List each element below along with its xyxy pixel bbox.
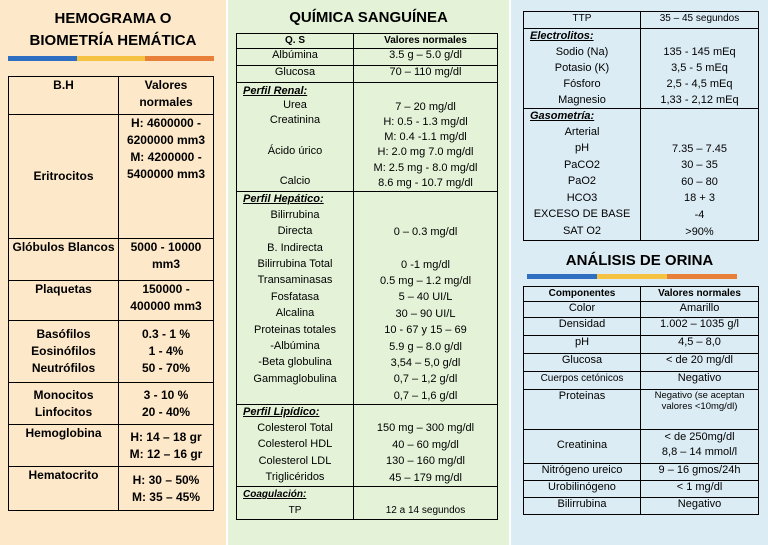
orina-label: Cuerpos cetónicos: [524, 371, 641, 389]
hemograma-label: Hemoglobina: [9, 425, 119, 467]
ttp-value: 35 – 45 segundos: [641, 12, 759, 29]
hemograma-title: HEMOGRAMA O BIOMETRÍA HEMÁTICA: [29, 10, 197, 49]
hemograma-label: Hematocrito: [9, 467, 119, 511]
orina-value: 1.002 – 1035 g/l: [641, 317, 759, 335]
electrolitos-section: Electrolitos:: [530, 30, 594, 42]
orina-header-value: Valores normales: [641, 287, 759, 302]
orina-value: < de 250mg/dl 8,8 – 14 mmol/l: [641, 429, 759, 463]
lipidico-values: 150 mg – 300 mg/dl 40 – 60 mg/dl 130 – 160 mg/dl 45 – 179 mg/dl: [354, 405, 498, 487]
quimica-panel: [228, 0, 509, 545]
orina-label: Proteinas: [524, 389, 641, 429]
orina-label: Nitrógeno ureico: [524, 463, 641, 480]
quimica-value: 3.5 g – 5.0 g/dl: [354, 48, 498, 65]
ttp-label: TTP: [524, 12, 641, 29]
hemograma-label: Glóbulos Blancos: [9, 239, 119, 281]
gasometria-section: Gasometría:: [530, 110, 595, 122]
hemograma-panel: [0, 0, 226, 545]
orina-label: Color: [524, 301, 641, 317]
hemograma-label: Basófilos Eosinófilos Neutrófilos: [9, 321, 119, 383]
lipidico-labels: Colesterol Total Colesterol HDL Colesterol LDL Triglicéridos: [257, 421, 333, 484]
orina-label: pH: [524, 335, 641, 353]
hepatico-values: 0 – 0.3 mg/dl 0 -1 mg/dl 0.5 mg – 1.2 mg/dl 5 – 40 UI/L 30 – 90 UI/L 10 - 67 y 15 – 69 5.9 g – 8.0 g/dl 3,54 – 5,0 g/dl 0,7 – 1,2 g/dl 0,7 – 1,6 g/dl: [354, 192, 498, 405]
hemograma-value: 0.3 - 1 % 1 - 4% 50 - 70%: [119, 321, 214, 383]
hemograma-label: Monocitos Linfocitos: [9, 383, 119, 425]
orina-label: Creatinina: [524, 429, 641, 463]
tercera-table: [523, 11, 759, 241]
gasometria-values: 7.35 – 7.45 30 – 35 60 – 80 18 + 3 -4 >90%: [641, 109, 759, 241]
quimica-table: [236, 33, 498, 520]
coagulacion-label: TP: [288, 504, 302, 516]
hemograma-header-value: Valores normales: [119, 77, 214, 115]
orina-value: Negativo (se aceptan valores <10mg/dl): [641, 389, 759, 429]
hemograma-label: Eritrocitos: [9, 115, 119, 239]
orina-label: Glucosa: [524, 353, 641, 371]
tercera-panel: [511, 0, 768, 545]
hemograma-value: 3 - 10 % 20 - 40%: [119, 383, 214, 425]
orina-title: ANÁLISIS DE ORINA: [565, 252, 714, 269]
quimica-label: Albúmina: [237, 48, 354, 65]
orina-value: < 1 mg/dl: [641, 480, 759, 497]
hemograma-value: H: 30 – 50% M: 35 – 45%: [119, 467, 214, 511]
hemograma-value: H: 14 – 18 gr M: 12 – 16 gr: [119, 425, 214, 467]
hemograma-value: 5000 - 10000 mm3: [119, 239, 214, 281]
hemograma-stripe: [8, 56, 214, 61]
hepatico-labels: Bilirrubina Directa B. Indirecta Bilirrubina Total Transaminasas Fosfatasa Alcalina Proteinas totales -Albúmina -Beta globulina Gammaglobulina: [253, 208, 337, 385]
electrolitos-labels: Sodio (Na) Potasio (K) Fósforo Magnesio: [554, 45, 610, 106]
orina-value: 4,5 – 8,0: [641, 335, 759, 353]
hemograma-value: H: 4600000 - 6200000 mm3 M: 4200000 - 5400000 mm3: [119, 115, 214, 239]
quimica-title: QUÍMICA SANGUÍNEA: [289, 9, 448, 26]
orina-label: Urobilinógeno: [524, 480, 641, 497]
quimica-header-label: Q. S: [237, 34, 354, 49]
lipidico-section: Perfil Lipídico:: [243, 406, 320, 419]
quimica-value: 70 – 110 mg/dl: [354, 65, 498, 82]
hemograma-header-label: B.H: [9, 77, 119, 115]
orina-table: [523, 286, 759, 515]
orina-label: Densidad: [524, 317, 641, 335]
orina-value: Amarillo: [641, 301, 759, 317]
quimica-label: Glucosa: [237, 65, 354, 82]
quimica-header-value: Valores normales: [354, 34, 498, 49]
hepatico-section: Perfil Hepático:: [243, 193, 324, 206]
renal-section: Perfil Renal:: [243, 84, 308, 97]
orina-value: Negativo: [641, 371, 759, 389]
orina-label: Bilirrubina: [524, 497, 641, 514]
renal-labels: Urea Creatinina Ácido úrico Calcio: [267, 99, 323, 188]
gasometria-labels: Arterial pH PaCO2 PaO2 HCO3 EXCESO DE BASE SAT O2: [533, 125, 631, 238]
hemograma-table: [8, 76, 214, 511]
hemograma-value: 150000 - 400000 mm3: [119, 281, 214, 321]
hemograma-label: Plaquetas: [9, 281, 119, 321]
orina-value: < de 20 mg/dl: [641, 353, 759, 371]
electrolitos-values: 135 - 145 mEq 3,5 - 5 mEq 2,5 - 4,5 mEq 1,33 - 2,12 mEq: [641, 29, 759, 109]
orina-value: Negativo: [641, 497, 759, 514]
orina-stripe: [527, 274, 737, 279]
orina-header-label: Componentes: [524, 287, 641, 302]
renal-values: 7 – 20 mg/dl H: 0.5 - 1.3 mg/dl M: 0.4 -1.1 mg/dl H: 2.0 mg 7.0 mg/dl M: 2.5 mg - 8.0 mg/dl 8.6 mg - 10.7 mg/dl: [354, 82, 498, 192]
coagulacion-value: 12 a 14 segundos: [354, 487, 498, 520]
coagulacion-section: Coagulación:: [243, 489, 307, 501]
orina-value: 9 – 16 gmos/24h: [641, 463, 759, 480]
